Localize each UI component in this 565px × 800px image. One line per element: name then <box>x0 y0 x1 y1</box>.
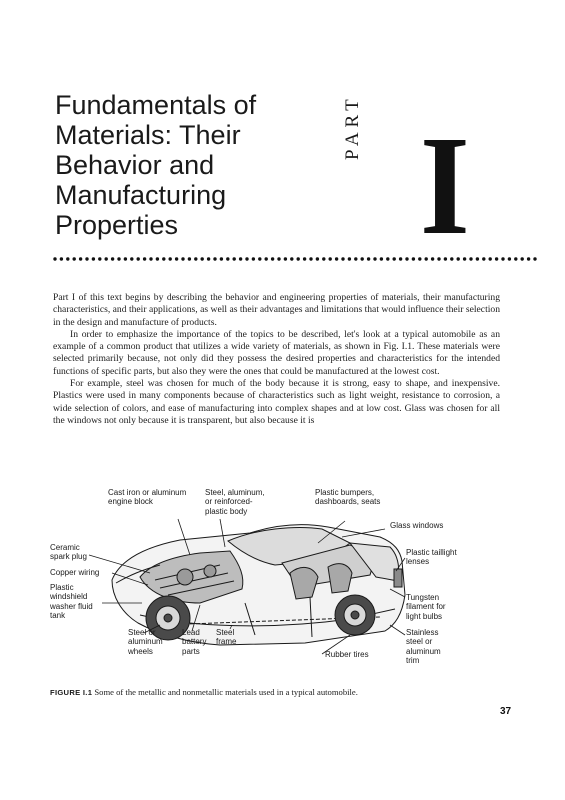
title-line: Fundamentals of <box>55 90 257 120</box>
figure-caption <box>50 687 510 697</box>
automobile-figure <box>50 485 520 685</box>
part-numeral: I <box>420 106 468 264</box>
label-tungsten: Tungsten filament for light bulbs <box>406 593 446 621</box>
paragraph: In order to emphasize the importance of the topics to be described, let's look at a typical automobile as an example of a common product that utilizes a wide variety of materials, as shown in Fig. I.1. These materials were selected primarily because, not only did they possess the desired properties and characteristics for the intended functions of specific parts, but also they were the ones that could be manufactured at the lowest cost. <box>53 328 500 377</box>
title-line: Manufacturing <box>55 180 227 210</box>
dotted-rule <box>53 255 543 263</box>
label-glass-windows: Glass windows <box>390 521 444 530</box>
part-label: PART <box>342 94 363 160</box>
label-body: Steel, aluminum, or reinforced- plastic body <box>205 488 265 516</box>
title-line: Materials: Their <box>55 120 241 150</box>
label-engine-block: Cast iron or aluminum engine block <box>108 488 187 507</box>
label-copper-wiring: Copper wiring <box>50 568 100 577</box>
page-number: 37 <box>500 706 512 717</box>
body-text <box>53 292 500 427</box>
label-trim: Stainless steel or aluminum trim <box>406 628 441 666</box>
caption-label: FIGURE I.1 <box>50 688 93 697</box>
car-illustration <box>50 485 520 685</box>
label-taillight: Plastic taillight lenses <box>406 548 457 567</box>
paragraph: Part I of this text begins by describing the behavior and engineering properties of materials, their manufacturing characteristics, and their applications, as well as their advantages and limitations that would influence their selection in the design and manufacture of products. <box>53 292 500 328</box>
label-bumpers: Plastic bumpers, dashboards, seats <box>315 488 381 507</box>
label-frame: Steel frame <box>216 628 237 647</box>
chapter-title <box>55 90 345 240</box>
paragraph: For example, steel was chosen for much of the body because it is strong, easy to shape, and inexpensive. Plastics were used in many components because of characteristics such as light weight, resistance to corrosion, a wide selection of colors, and ease of manufacturing into complex shapes and at low cost. Glass was chosen for all the windows not only because it is transparent, but also because it is <box>53 378 500 426</box>
label-wheels: Steel or aluminum wheels <box>128 628 163 656</box>
label-washer-tank: Plastic windshield washer fluid tank <box>50 583 93 621</box>
caption-text: Some of the metallic and nonmetallic materials used in a typical automobile. <box>94 687 358 697</box>
label-rubber-tires: Rubber tires <box>325 650 369 659</box>
title-line: Properties <box>55 210 179 240</box>
label-battery: Lead battery parts <box>182 628 207 656</box>
title-line: Behavior and <box>55 150 215 180</box>
label-spark-plug: Ceramic spark plug <box>50 543 87 562</box>
